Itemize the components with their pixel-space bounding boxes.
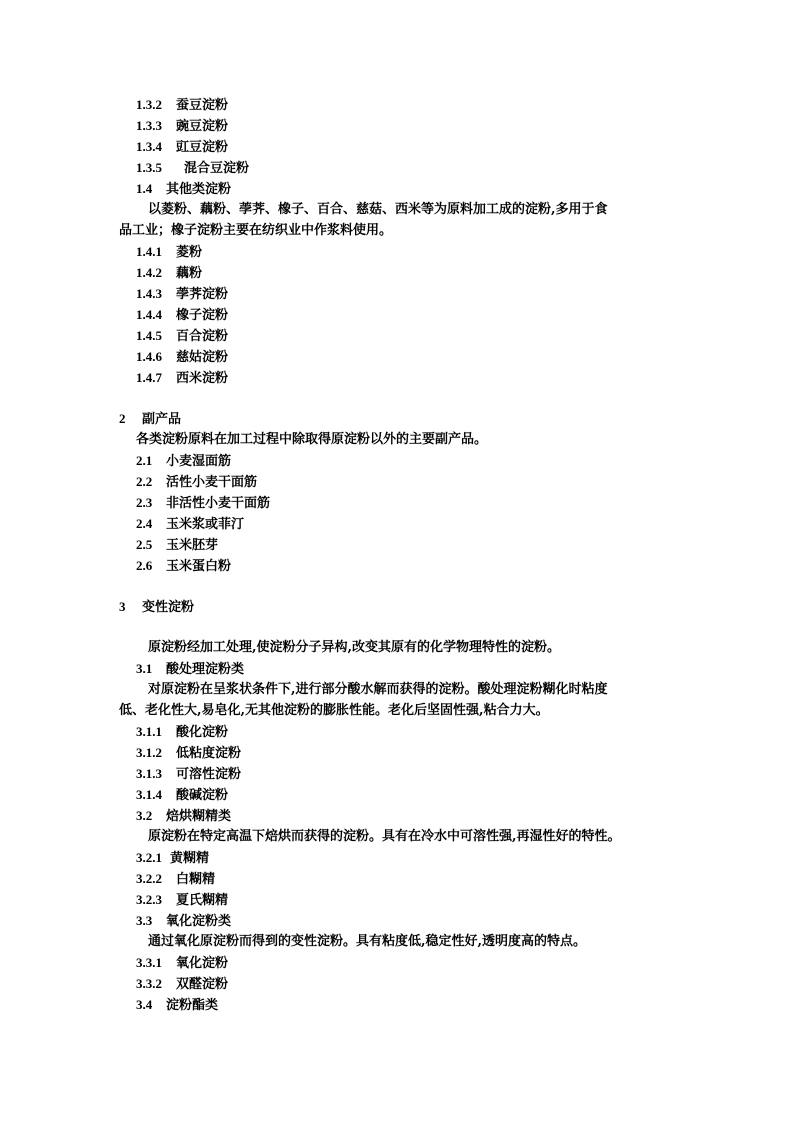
paragraph-line [148,640,560,656]
heading-3-2-2 [136,871,215,888]
section-number: 2.6 [136,558,153,573]
section-number: 1.4.6 [136,349,162,364]
section-number: 2.5 [136,537,153,552]
heading-2-6 [136,558,231,575]
heading-3-1-4 [136,787,228,804]
section-title: 橡子淀粉 [176,308,229,323]
paragraph-text: 原淀粉在特定高温下焙烘而获得的淀粉。具有在冷水中可溶性强,再湿性好的特性。 [148,829,621,844]
section-number: 3.4 [136,997,153,1012]
section-number: 3.2.2 [136,871,162,886]
heading-3-3-1 [136,955,228,972]
paragraph-text: 原淀粉经加工处理,使淀粉分子异构,改变其原有的化学物理特性的淀粉。 [148,640,561,655]
heading-1-4 [136,181,231,198]
section-title: 菱粉 [176,245,203,260]
section-number: 3.1.2 [136,745,162,760]
section-number: 3.3.1 [136,955,162,970]
section-number: 2.4 [136,516,153,531]
section-number: 3.1 [136,661,153,676]
section-number: 1.3.5 [136,160,162,175]
heading-3-3-2 [136,976,228,993]
section-title: 氧化淀粉 [176,956,229,971]
heading-3-1 [136,661,244,678]
paragraph-line [119,703,549,719]
section-title: 酸处理淀粉类 [166,662,245,677]
heading-3-4 [136,997,218,1014]
heading-2-4 [136,516,244,533]
heading-2-3 [136,495,270,512]
section-number: 1.4.3 [136,286,162,301]
section-number: 1.4.7 [136,370,162,385]
section-number: 1.4.5 [136,328,162,343]
section-number: 3.1.1 [136,724,162,739]
section-number: 2.2 [136,474,153,489]
section-number: 3.3.2 [136,976,162,991]
section-number: 3.1.4 [136,787,162,802]
heading-3-2-1 [136,850,209,867]
section-title: 荸荠淀粉 [176,287,229,302]
section-title: 焙烘糊精类 [166,809,232,824]
heading-2 [119,411,181,428]
section-title: 酸化淀粉 [176,725,229,740]
heading-3-3 [136,913,231,930]
section-title: 氧化淀粉类 [166,914,232,929]
section-title: 慈姑淀粉 [176,350,229,365]
heading-1-3-4 [136,139,228,156]
heading-1-4-1 [136,244,202,261]
section-number: 2.1 [136,453,153,468]
section-number: 1.3.3 [136,118,162,133]
paragraph-line [119,223,392,239]
section-number: 3.1.3 [136,766,162,781]
section-title: 蚕豆淀粉 [176,98,229,113]
section-number: 1.4 [136,181,153,196]
heading-1-4-7 [136,370,228,387]
heading-1-3-2 [136,97,228,114]
paragraph-text: 品工业；橡子淀粉主要在纺织业中作浆料使用。 [119,223,393,238]
heading-2-2 [136,474,257,491]
section-number: 1.3.2 [136,97,162,112]
paragraph-line [148,829,621,845]
section-number: 3.3 [136,913,153,928]
paragraph-text: 通过氧化原淀粉而得到的变性淀粉。具有粘度低,稳定性好,透明度高的特点。 [148,934,587,949]
paragraph-line [136,432,487,448]
heading-1-3-5 [136,160,249,177]
section-title: 玉米蛋白粉 [166,559,232,574]
section-title: 玉米胚芽 [166,538,219,553]
paragraph-line [148,682,608,698]
section-number: 3.2.1 [136,850,162,865]
section-number: 1.4.4 [136,307,162,322]
section-title: 黄糊精 [170,851,210,866]
section-number: 3.2 [136,808,153,823]
section-title: 混合豆淀粉 [184,161,250,176]
paragraph-line [148,202,608,218]
section-title: 副产品 [142,412,182,427]
section-title: 可溶性淀粉 [176,767,242,782]
heading-3-1-1 [136,724,228,741]
section-number: 2 [119,411,126,426]
heading-3-2 [136,808,231,825]
heading-1-3-3 [136,118,228,135]
section-title: 夏氏糊精 [176,893,229,908]
section-title: 豇豆淀粉 [176,140,229,155]
section-number: 2.3 [136,495,153,510]
heading-1-4-6 [136,349,228,366]
heading-2-5 [136,537,218,554]
heading-1-4-4 [136,307,228,324]
section-title: 变性淀粉 [142,600,195,615]
heading-1-4-3 [136,286,228,303]
section-title: 西米淀粉 [176,371,229,386]
paragraph-line [148,934,586,950]
section-title: 其他类淀粉 [166,182,232,197]
heading-3-1-3 [136,766,241,783]
section-title: 双醛淀粉 [176,977,229,992]
section-title: 豌豆淀粉 [176,119,229,134]
section-title: 小麦湿面筋 [166,454,232,469]
section-number: 1.3.4 [136,139,162,154]
section-title: 白糊精 [176,872,216,887]
section-title: 藕粉 [176,266,203,281]
section-number: 1.4.2 [136,265,162,280]
section-number: 3 [119,599,126,614]
heading-3-2-3 [136,892,228,909]
paragraph-text: 各类淀粉原料在加工过程中除取得原淀粉以外的主要副产品。 [136,432,488,447]
section-number: 3.2.3 [136,892,162,907]
heading-3 [119,599,194,616]
section-title: 玉米浆或菲汀 [166,517,245,532]
paragraph-text: 以菱粉、藕粉、荸荠、橡子、百合、慈菇、西米等为原料加工成的淀粉,多用于食 [148,202,608,217]
heading-2-1 [136,453,231,470]
section-title: 酸碱淀粉 [176,788,229,803]
section-title: 非活性小麦干面筋 [166,496,271,511]
paragraph-text: 低、老化性大,易皂化,无其他淀粉的膨胀性能。老化后坚固性强,粘合力大。 [119,703,549,718]
section-title: 百合淀粉 [176,329,229,344]
paragraph-text: 对原淀粉在呈浆状条件下,进行部分酸水解而获得的淀粉。酸处理淀粉糊化时粘度 [148,682,608,697]
section-title: 淀粉酯类 [166,998,219,1013]
section-number: 1.4.1 [136,244,162,259]
section-title: 活性小麦干面筋 [166,475,258,490]
heading-3-1-2 [136,745,241,762]
section-title: 低粘度淀粉 [176,746,242,761]
heading-1-4-2 [136,265,202,282]
heading-1-4-5 [136,328,228,345]
